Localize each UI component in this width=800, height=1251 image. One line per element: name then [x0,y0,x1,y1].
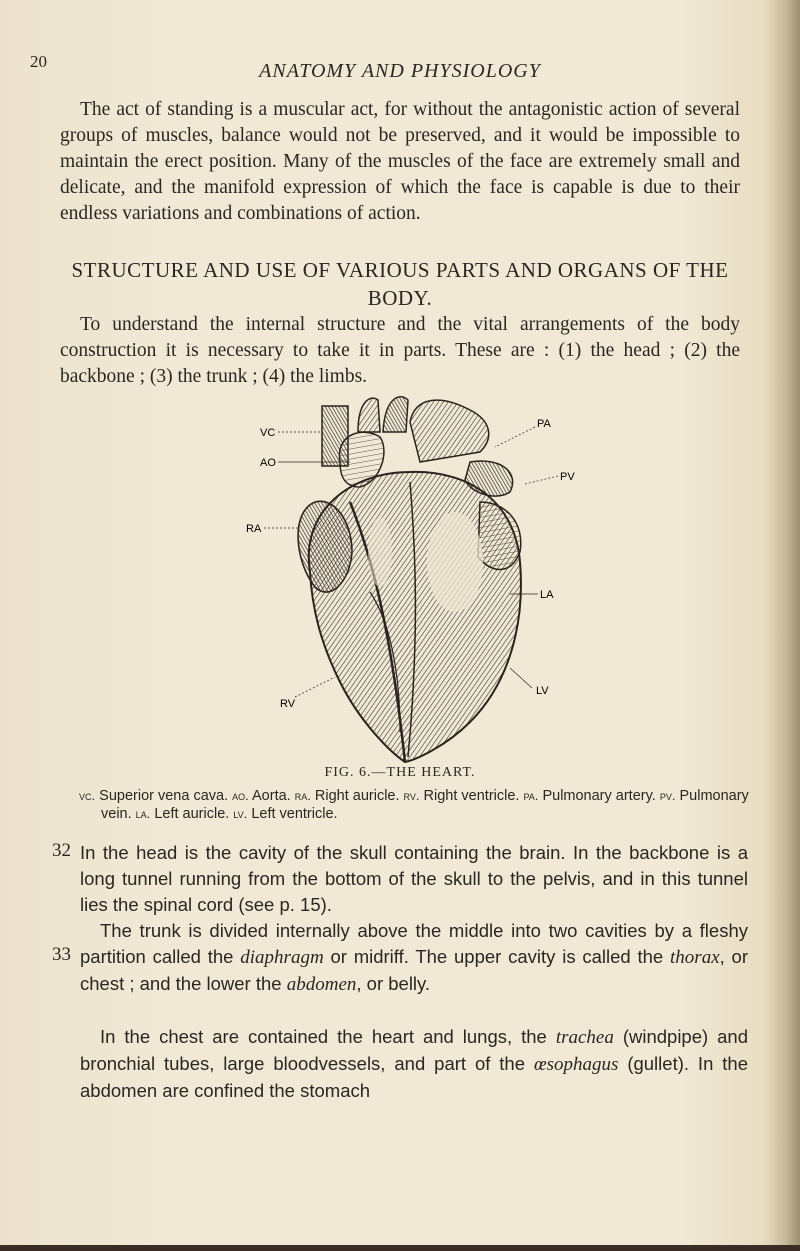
figure-caption: FIG. 6.—THE HEART. [324,765,476,780]
margin-number-33: 33 [52,944,71,965]
label-vc: VC [260,427,276,439]
label-pv: PV [560,471,575,483]
section-heading: STRUCTURE AND USE OF VARIOUS PARTS AND ORGANS OF THE BODY. [71,258,729,310]
running-title: ANATOMY AND PHYSIOLOGY [259,60,541,82]
paragraph-chest: In the chest are contained the heart and lungs, the trachea (windpipe) and bronchial tubes, large bloodvessels, and part of the œsophagus (gullet). In the abdomen are confined the stomach [80,1026,748,1101]
page-number: 20 [30,52,47,71]
paragraph-parts: To understand the internal structure and the vital arrangements of the body construction it is necessary to take it in parts. These are : (1) the head ; (2) the backbone ; (3) the trunk ; (4) the limbs. [60,314,740,387]
label-la: LA [540,589,554,601]
label-pa: PA [537,418,551,430]
left-auricle [478,502,521,570]
page-bottom-edge [0,1245,800,1251]
label-rv: RV [280,698,296,710]
paragraph-head-backbone: In the head is the cavity of the skull containing the brain. In the backbone is a long tunnel running from the bottom of the skull to the pelvis, and in this tunnel lies the spinal cord (see p. 15). [80,842,748,915]
page-edge-shadow [764,0,800,1251]
paragraph-standing: The act of standing is a muscular act, for without the antagonistic action of several groups of muscles, balance would not be preserved, and it would be impossible to maintain the erect position. Many of the muscles of the face are extremely small and delicate, and the manifold expression of which the face is capable is due to their endless variations and combinations of action. [60,99,740,224]
figure-legend: vc. Superior vena cava. ao. Aorta. ra. Right auricle. rv. Right ventricle. pa. Pulmonary artery. pv. Pulmonary vein. la. Left auricle. lv. Left ventricle. [79,788,749,822]
label-lv: LV [536,685,549,697]
label-ra: RA [246,523,262,535]
heart-illustration [240,392,580,772]
label-ao: AO [260,457,276,469]
margin-number-32: 32 [52,840,71,861]
paragraph-trunk: The trunk is divided internally above the middle into two cavities by a fleshy partition called the diaphragm or midriff. The upper cavity is called the thorax, or chest ; and the lower the abdomen, or belly. [80,920,749,995]
